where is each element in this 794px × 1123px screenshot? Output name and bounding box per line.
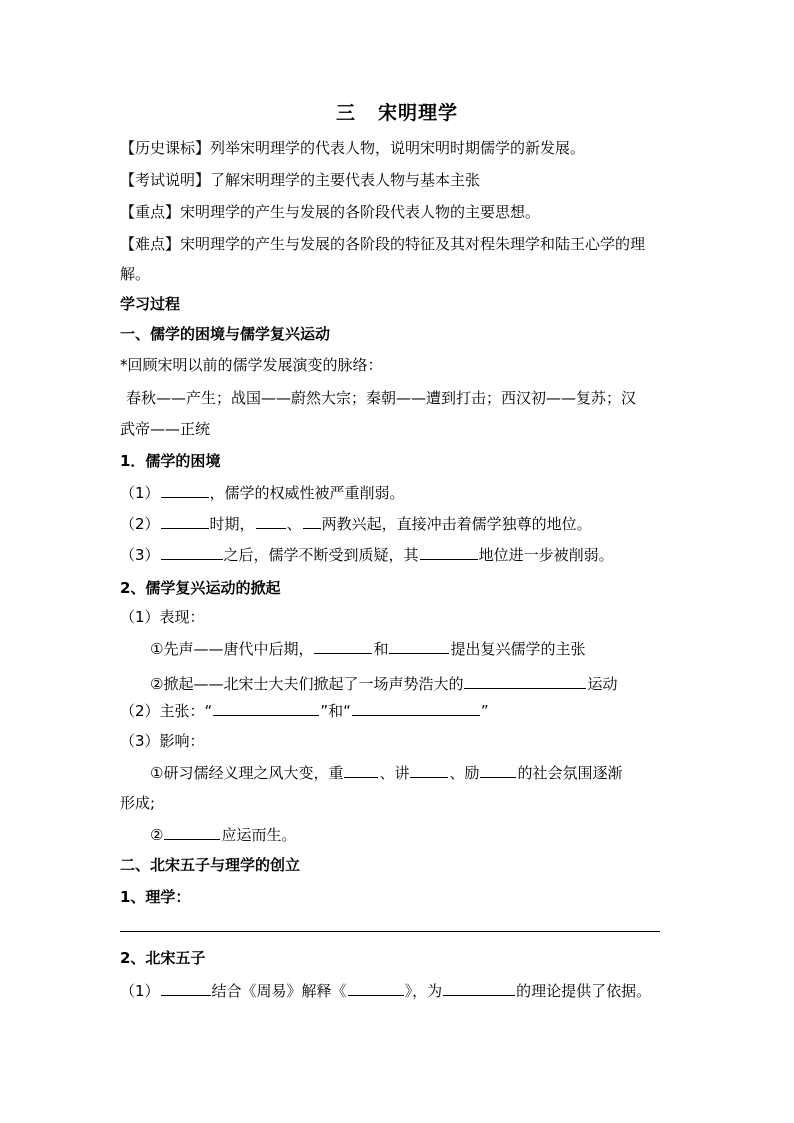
fill-blank[interactable] [410,762,448,778]
answer-line[interactable] [120,931,660,932]
item-number: （1） [120,484,160,502]
item-number: （1） [120,982,160,1000]
fill-blank[interactable] [352,700,480,716]
item-text: 应运而生。 [221,826,297,844]
key-point [120,202,540,222]
title-text: 宋明理学 [378,102,459,124]
item-text: 两教兴起，直接冲击着儒学独尊的地位。 [321,515,592,533]
fill-blank[interactable] [161,513,209,529]
item-text: （2）主张：“ [120,702,213,720]
review-line: *回顾宋明以前的儒学发展演变的脉络： [120,356,383,374]
key-point-tag: 【重点】 [120,203,181,221]
fill-blank[interactable] [314,638,372,654]
fill-blank[interactable] [464,673,586,689]
page-title [0,98,794,125]
item-text: 结合《周易》解释《 [211,982,347,1000]
fill-blank[interactable] [164,824,220,840]
item-text: ②掀起——北宋士大夫们掀起了一场声势浩大的 [150,675,464,693]
fill-blank[interactable] [161,980,211,996]
item-text: 和 [373,640,389,658]
item-text: 运动 [587,675,618,693]
fill-blank[interactable] [344,762,378,778]
fill-blank[interactable] [389,638,449,654]
manifestation-item-1 [150,638,585,659]
manifestation-label: （1）表现： [120,608,205,626]
fill-blank[interactable] [256,513,286,529]
item-text: 的社会氛围逐渐 [517,764,623,782]
key-point-text: 宋明理学的产生与发展的各阶段代表人物的主要思想。 [180,203,541,221]
item-text: ，儒学的权威性被严重削弱。 [209,484,405,502]
proposition-line [120,700,489,721]
fill-blank[interactable] [348,980,404,996]
dilemma-item-2 [120,513,592,534]
item-text: 之后，儒学不断受到质疑，其 [223,546,419,564]
difficult-text: 宋明理学的产生与发展的各阶段的特征及其对程朱理学和陆王心学的理 [180,235,646,253]
fill-blank[interactable] [480,762,516,778]
section-2-heading: 二、北宋五子与理学的创立 [120,856,301,874]
item-number: （2） [120,515,160,533]
item-text: 、 [286,515,302,533]
item-text: ” [480,702,489,720]
item-text: 提出复兴儒学的主张 [450,640,586,658]
lixue-heading: 1、理学： [120,888,191,906]
influence-item-1 [150,762,623,783]
difficult-point [120,234,645,254]
five-masters-item-1 [120,980,651,1001]
dilemma-item-1 [120,482,405,503]
fill-blank[interactable] [443,980,515,996]
item-text: 、讲 [379,764,410,782]
item-text: ①研习儒经义理之风大变，重 [150,764,344,782]
item-number: （3） [120,546,160,564]
influence-item-1-continued: 形成; [120,794,156,812]
fill-blank[interactable] [161,544,223,560]
exam-description [120,170,480,190]
fill-blank[interactable] [303,513,321,529]
item-text: 地位进一步被削弱。 [478,546,614,564]
item-text: 、励 [449,764,480,782]
item-text: ② [150,826,164,844]
revival-heading: 2、儒学复兴运动的掀起 [120,579,281,597]
five-masters-heading: 2、北宋五子 [120,949,206,967]
curriculum-standard [120,138,585,158]
fill-blank[interactable] [420,544,478,560]
influence-item-2 [150,824,296,845]
learning-process-heading: 学习过程 [120,295,181,313]
curriculum-text: 列举宋明理学的代表人物，说明宋明时期儒学的新发展。 [210,139,586,157]
difficult-tag: 【难点】 [120,235,181,253]
item-text: 的理论提供了依据。 [516,982,652,1000]
item-text: ①先声——唐代中后期， [150,640,314,658]
timeline-line-1: 春秋——产生；战国——蔚然大宗；秦朝——遭到打击；西汉初——复苏；汉 [126,389,637,407]
fill-blank[interactable] [161,482,209,498]
item-text: ”和“ [320,702,351,720]
section-1-heading: 一、儒学的困境与儒学复兴运动 [120,325,331,343]
manifestation-item-2 [150,673,617,694]
difficult-point-continued: 解。 [120,265,151,283]
exam-text: 了解宋明理学的主要代表人物与基本主张 [210,171,481,189]
item-text: 》，为 [404,982,443,1000]
dilemma-heading: 1．儒学的困境 [120,452,221,470]
curriculum-tag: 【历史课标】 [120,139,211,157]
dilemma-item-3 [120,544,614,565]
timeline-line-2: 武帝——正统 [120,420,211,438]
influence-label: （3）影响： [120,732,205,750]
item-text: 时期， [209,515,255,533]
fill-blank[interactable] [213,700,319,716]
title-number: 三 [335,102,356,124]
exam-tag: 【考试说明】 [120,171,211,189]
